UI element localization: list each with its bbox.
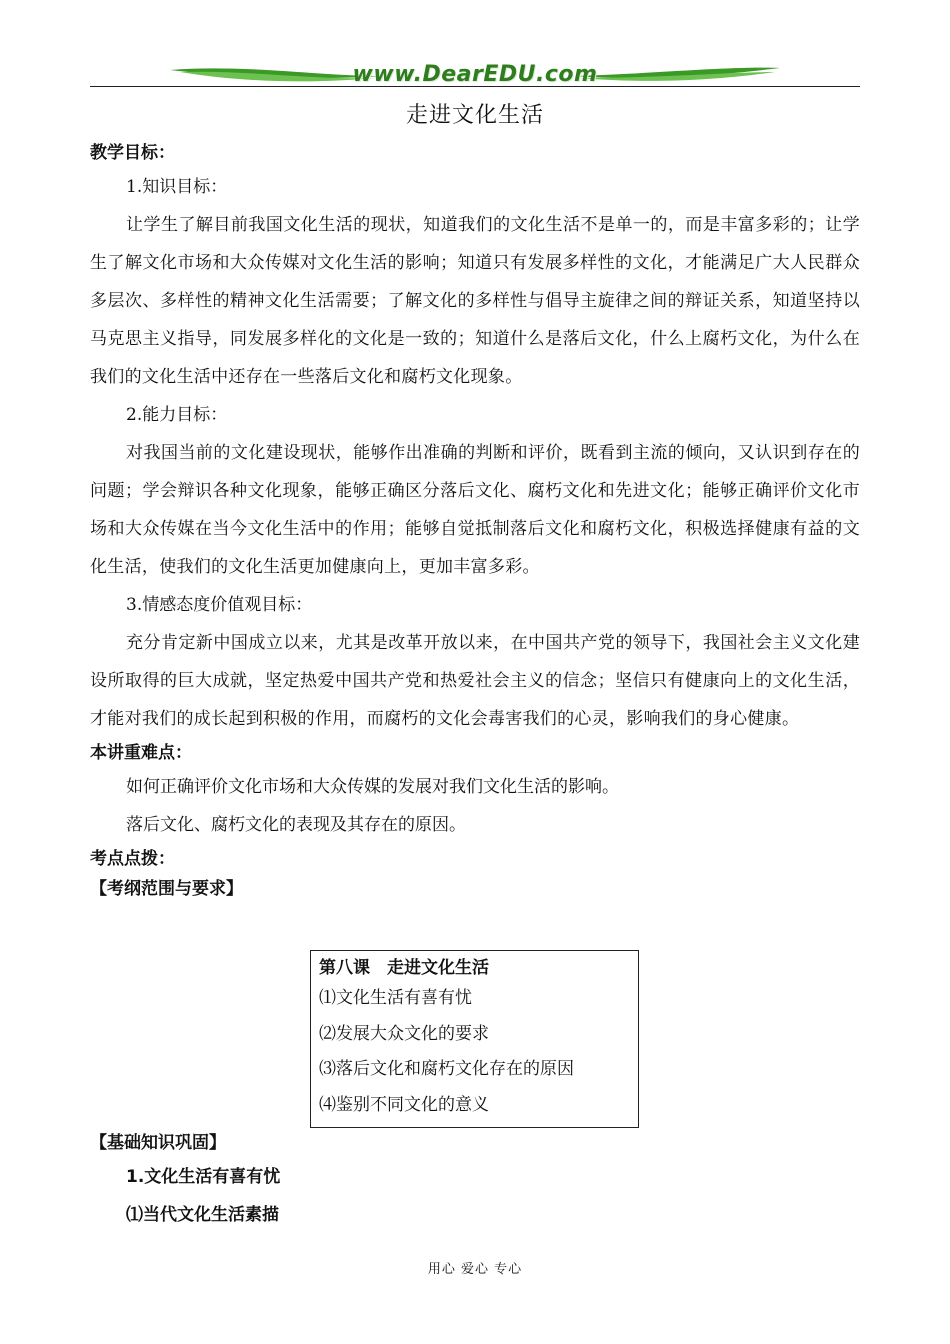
keypoint-item: 落后文化、腐朽文化的表现及其存在的原因。 xyxy=(126,815,466,835)
syllabus-heading: 【考纲范围与要求】 xyxy=(90,879,243,899)
syllabus-item: ⑶落后文化和腐朽文化存在的原因 xyxy=(319,1059,574,1079)
ability-goal-text: 对我国当前的文化建设现状，能够作出准确的判断和评价，既看到主流的倾向，又认识到存在的问题；学会辩识各种文化现象，能够正确区分落后文化、腐朽文化和先进文化；能够正确评价文化市场和大众传媒在当今文化生活中的作用；能够自觉抵制落后文化和腐朽文化，积极选择健康有益的文化生活，使我们的文化生活更加健康向上，更加丰富多彩。 xyxy=(90,443,860,577)
syllabus-box-title: 第八课 走进文化生活 xyxy=(319,958,489,978)
knowledge-goal-heading: 1.知识目标： xyxy=(126,177,228,197)
document-body xyxy=(90,138,860,904)
basics-subheading: 1.文化生活有喜有忧 xyxy=(126,1167,281,1187)
ability-goal-heading: 2.能力目标： xyxy=(126,405,228,425)
basics-subheading: ⑴当代文化生活素描 xyxy=(126,1205,279,1225)
syllabus-box xyxy=(310,950,639,1128)
keypoints-heading: 本讲重难点： xyxy=(90,743,192,763)
page-footer: 用心 爱心 专心 xyxy=(427,1262,523,1277)
emotion-goal-text: 充分肯定新中国成立以来，尤其是改革开放以来，在中国共产党的领导下，我国社会主义文化建设所取得的巨大成就，坚定热爱中国共产党和热爱社会主义的信念；坚信只有健康向上的文化生活，才能对我们的成长起到积极的作用，而腐朽的文化会毒害我们的心灵，影响我们的身心健康。 xyxy=(90,633,860,729)
keypoint-item: 如何正确评价文化市场和大众传媒的发展对我们文化生活的影响。 xyxy=(126,777,619,797)
exam-points-heading: 考点点拨： xyxy=(90,849,175,869)
basics-heading: 【基础知识巩固】 xyxy=(90,1133,226,1153)
syllabus-item: ⑵发展大众文化的要求 xyxy=(319,1023,489,1044)
objectives-heading: 教学目标： xyxy=(90,143,175,163)
header-divider xyxy=(90,86,860,87)
document-title: 走进文化生活 xyxy=(405,103,544,128)
knowledge-goal-text: 让学生了解目前我国文化生活的现状，知道我们的文化生活不是单一的，而是丰富多彩的；让学生了解文化市场和大众传媒对文化生活的影响；知道只有发展多样性的文化，才能满足广大人民群众多层次、多样性的精神文化生活需要；了解文化的多样性与倡导主旋律之间的辩证关系，知道坚持以马克思主义指导，同发展多样化的文化是一致的；知道什么是落后文化，什么上腐朽文化，为什么在我们的文化生活中还存在一些落后文化和腐朽文化现象。 xyxy=(90,215,860,387)
emotion-goal-heading: 3.情感态度价值观目标： xyxy=(126,595,313,615)
syllabus-item: ⑷鉴别不同文化的意义 xyxy=(319,1094,489,1115)
basics-section xyxy=(90,1128,860,1234)
header-site-logo: www.DearEDU.com xyxy=(352,62,598,87)
syllabus-item: ⑴文化生活有喜有忧 xyxy=(319,988,472,1008)
